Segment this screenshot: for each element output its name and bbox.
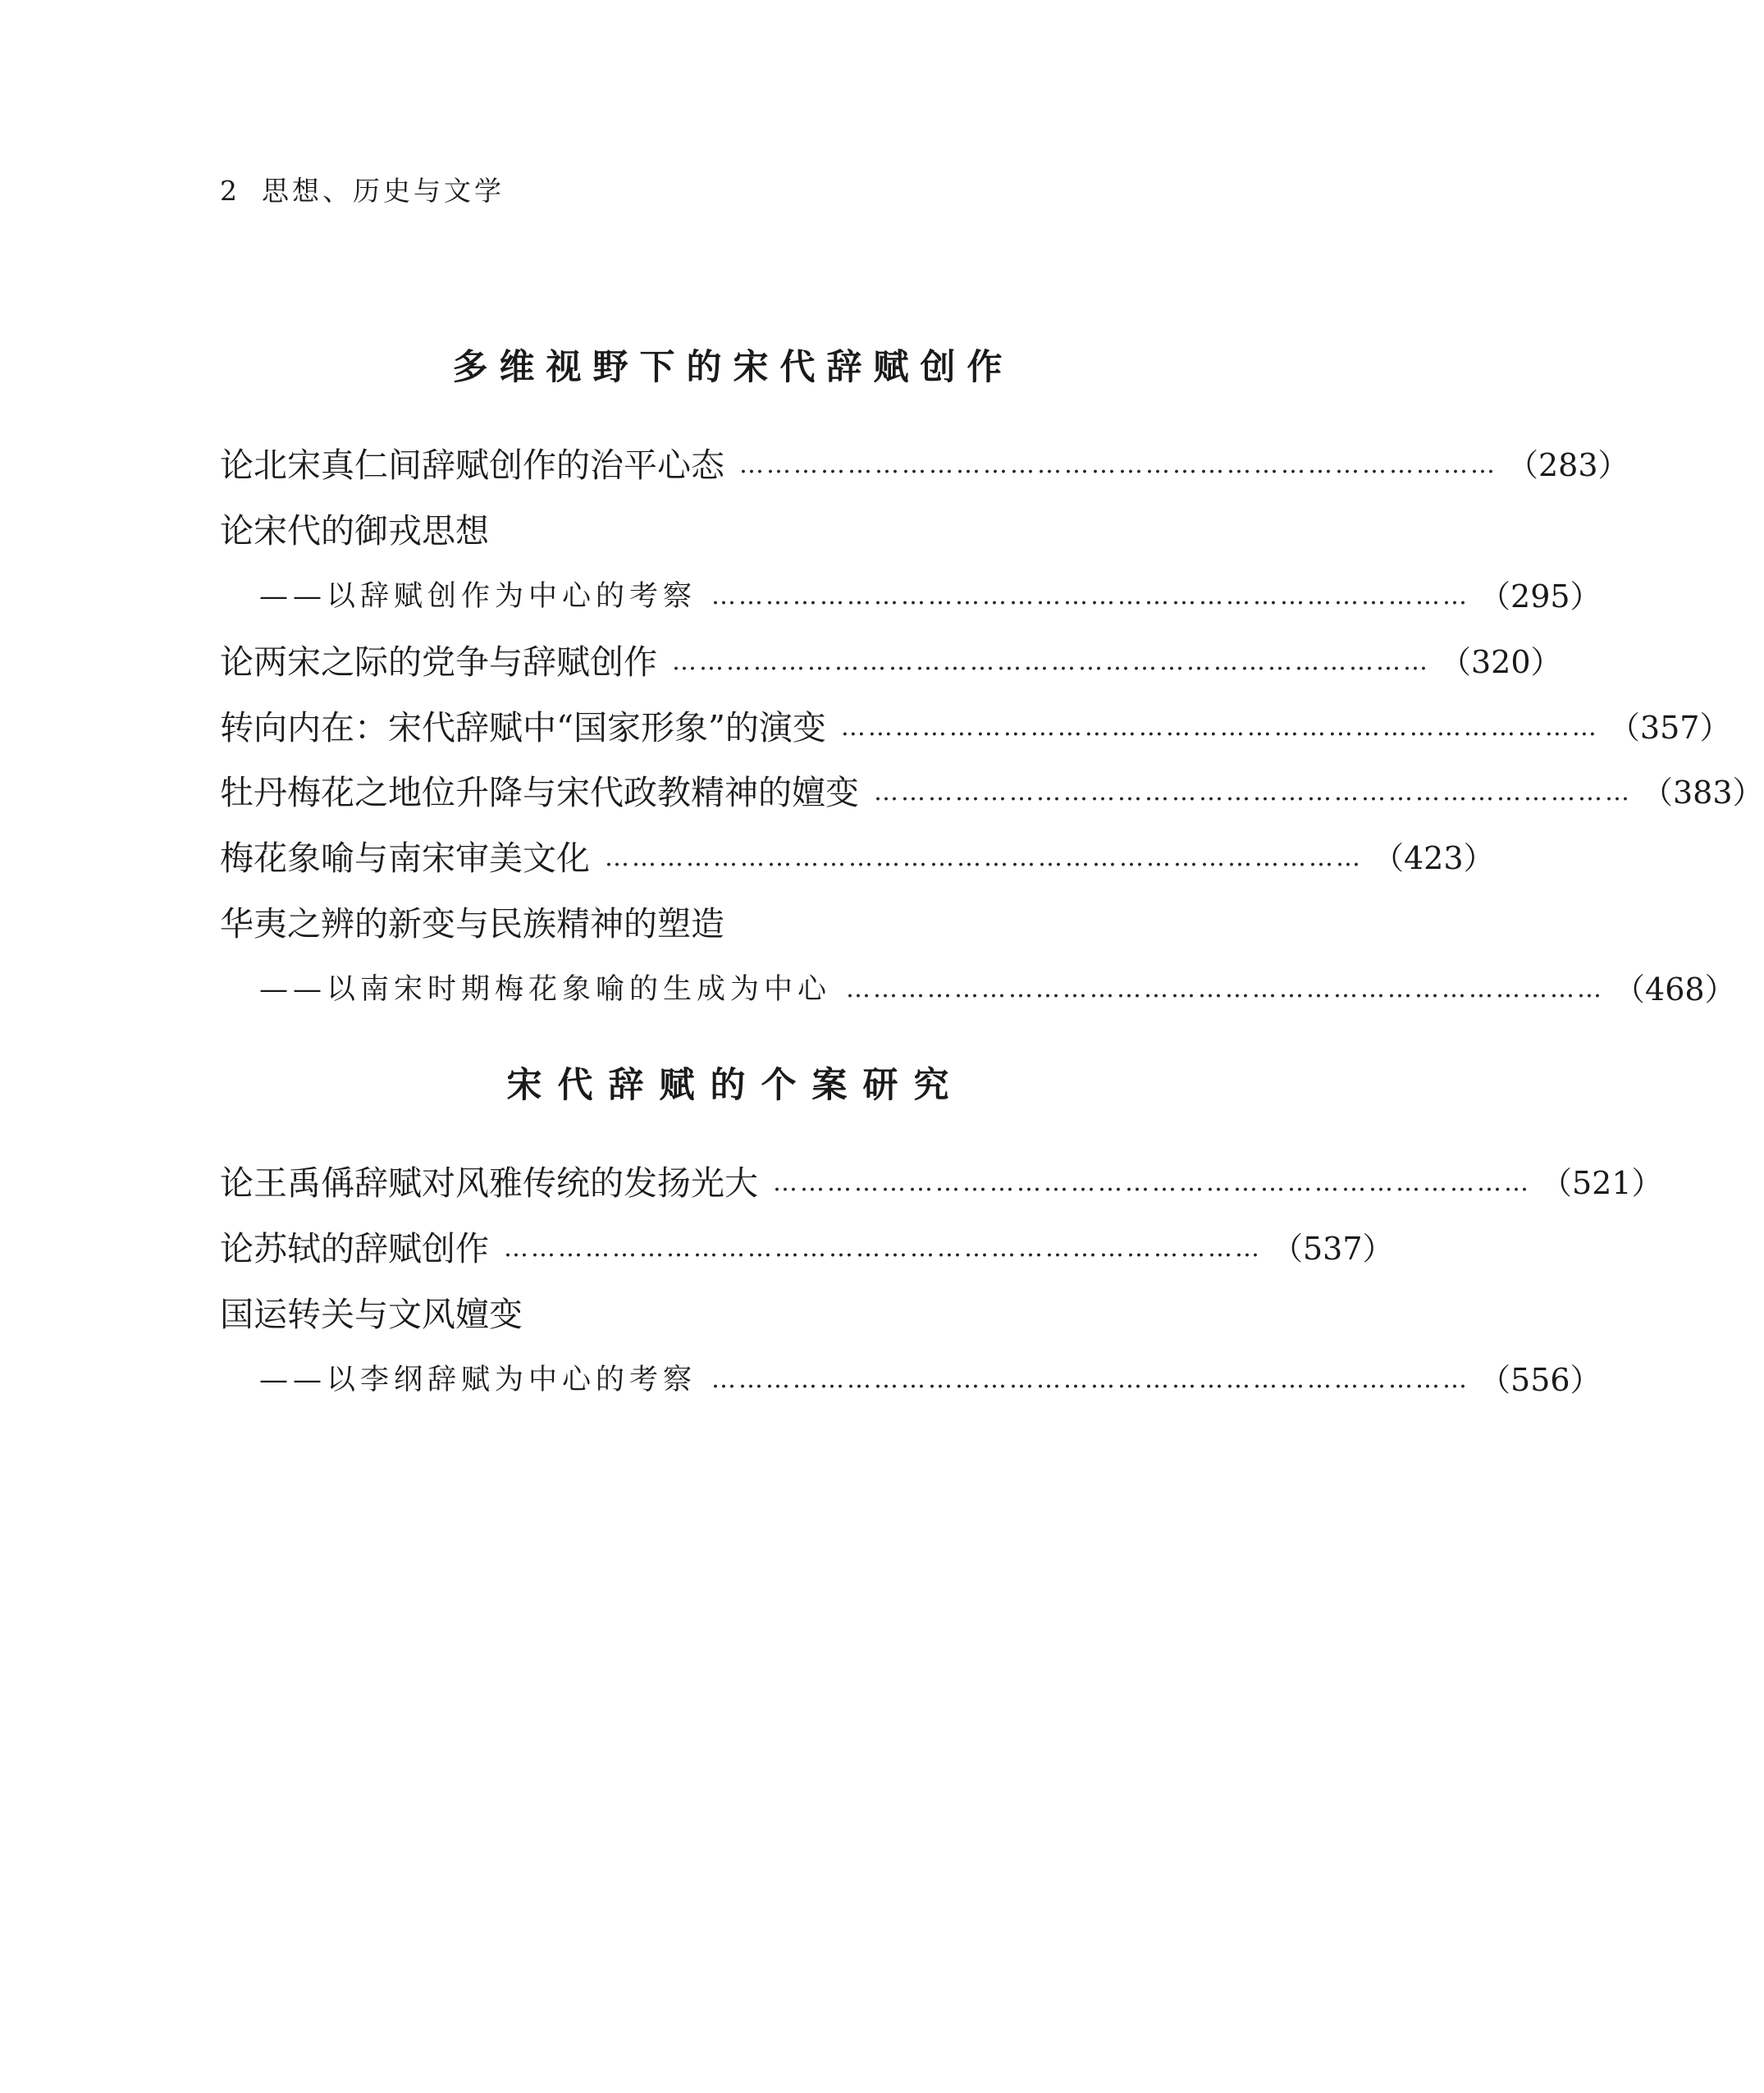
dot-leader: …………………………………………………………………………	[773, 1168, 1531, 1197]
toc-entry[interactable]	[220, 767, 1764, 818]
dot-leader: …………………………………………………………………………	[711, 1365, 1470, 1394]
toc-entry-subtitle[interactable]	[259, 571, 1602, 622]
toc-entry-title: 转向内在：宋代辞赋中“国家形象”的演变	[220, 708, 826, 747]
toc-entry[interactable]	[220, 1289, 1180, 1340]
toc-entry-page: （383）	[1642, 775, 1764, 811]
toc-entry-subtitle[interactable]	[259, 964, 1736, 1015]
toc-entry[interactable]	[220, 833, 1495, 884]
running-head	[220, 171, 505, 212]
toc-entry-title: 华夷之辨的新变与民族精神的塑造	[220, 904, 724, 944]
toc-entry-title: 论王禹偁辞赋对风雅传统的发扬光大	[220, 1163, 758, 1203]
dot-leader: …………………………………………………………………………	[605, 843, 1363, 872]
toc-entry-title: 梅花象喻与南宋审美文化	[220, 839, 590, 878]
book-title: 思想、历史与文学	[262, 175, 505, 207]
toc-entry-title: 论苏轼的辞赋创作	[220, 1229, 489, 1268]
section-title: 多维视野下的宋代辞赋创作	[452, 347, 1014, 388]
toc-entry-title: 论宋代的御戎思想	[220, 511, 489, 551]
toc-entry-page: （521）	[1541, 1165, 1663, 1201]
dot-leader: …………………………………………………………………………	[840, 713, 1599, 742]
toc-entry-page: （537）	[1272, 1231, 1394, 1267]
toc-entry[interactable]	[220, 1158, 1663, 1209]
toc-entry[interactable]	[220, 1223, 1394, 1274]
toc-entry-title: ——以南宋时期梅花象喻的生成为中心	[259, 973, 832, 1006]
page-number: 2	[220, 175, 237, 207]
toc-entry-page: （468）	[1614, 971, 1736, 1008]
toc-entry-page: （556）	[1479, 1362, 1602, 1398]
section-title: 宋代辞赋的个案研究	[506, 1065, 965, 1106]
toc-entry-title: 论北宋真仁间辞赋创作的治平心态	[220, 446, 724, 485]
toc-entry-title: ——以辞赋创作为中心的考察	[259, 580, 697, 613]
toc-entry[interactable]	[220, 702, 1731, 753]
toc-entry-title: 论两宋之际的党争与辞赋创作	[220, 642, 657, 682]
toc-entry-subtitle[interactable]	[259, 1355, 1602, 1405]
toc-entry-title: 牡丹梅花之地位升降与宋代政教精神的嬗变	[220, 773, 859, 812]
toc-entry-title: ——以李纲辞赋为中心的考察	[259, 1364, 697, 1396]
toc-entry-page: （283）	[1507, 447, 1629, 483]
toc-entry-page: （357）	[1608, 710, 1731, 746]
toc-entry[interactable]	[220, 440, 1629, 491]
dot-leader: …………………………………………………………………………	[874, 778, 1632, 807]
toc-entry[interactable]	[220, 898, 1180, 949]
toc-entry-title: 国运转关与文风嬗变	[220, 1295, 523, 1334]
dot-leader: …………………………………………………………………………	[711, 582, 1470, 610]
toc-entry-page: （295）	[1479, 578, 1602, 615]
dot-leader: …………………………………………………………………………	[846, 975, 1605, 1003]
toc-entry[interactable]	[220, 637, 1562, 688]
toc-entry[interactable]	[220, 505, 1180, 556]
toc-entry-page: （320）	[1440, 644, 1562, 680]
dot-leader: …………………………………………………………………………	[739, 450, 1497, 479]
toc-entry-page: （423）	[1373, 840, 1495, 876]
dot-leader: …………………………………………………………………………	[504, 1234, 1262, 1263]
dot-leader: …………………………………………………………………………	[672, 647, 1430, 676]
